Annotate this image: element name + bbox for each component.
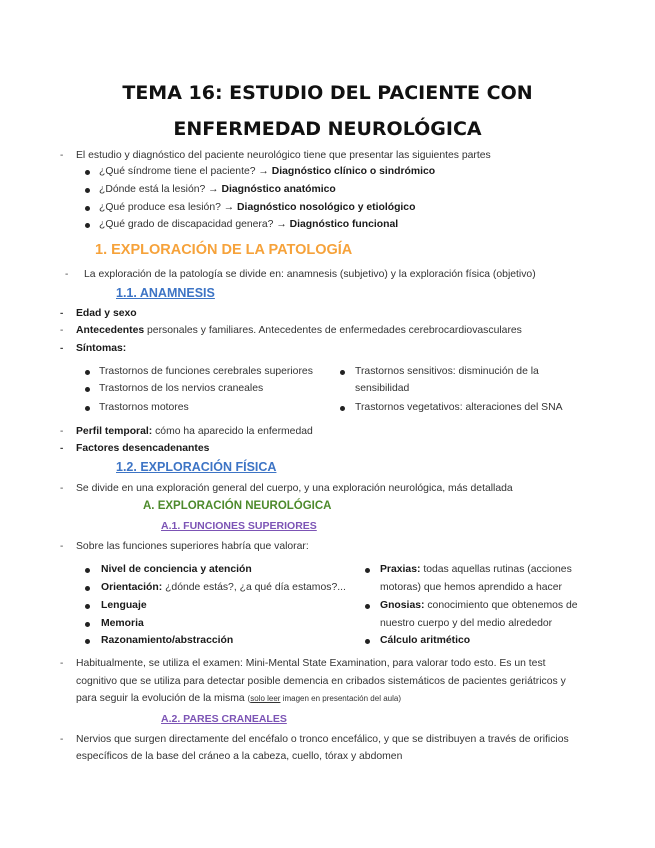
gnosias: Gnosias: conocimiento que obtenemos de xyxy=(380,600,578,611)
antecedentes: Antecedentes personales y familiares. Antecedentes de enfermedades cerebrocardiovasculares xyxy=(76,325,522,336)
bullet-icon xyxy=(85,170,90,175)
dash-bullet: - xyxy=(60,734,64,745)
dash-bullet: - xyxy=(60,658,64,669)
dash-bullet: - xyxy=(65,269,69,280)
bullet-icon xyxy=(85,406,90,411)
bullet-icon xyxy=(85,223,90,228)
section-1-text: La exploración de la patología se divide en: anamnesis (subjetivo) y la exploración física (objetivo) xyxy=(84,269,536,280)
a1-text: Sobre las funciones superiores habría que valorar: xyxy=(76,541,309,552)
a2-line-1: Nervios que surgen directamente del encéfalo o tronco encefálico, y que se distribuyen a través de orificios xyxy=(76,734,569,745)
intro-item-3: ¿Qué produce esa lesión? → Diagnóstico nosológico y etiológico xyxy=(99,202,416,213)
dash-bullet: - xyxy=(60,325,64,336)
mmse-line-1: Habitualmente, se utiliza el examen: Mini-Mental State Examination, para valorar todo esto. Es un test xyxy=(76,658,546,669)
bullet-icon xyxy=(340,406,345,411)
a1-heading: A.1. FUNCIONES SUPERIORES xyxy=(161,520,317,532)
fisica-text: Se divide en una exploración general del cuerpo, y una exploración neurológica, más detallada xyxy=(76,483,513,494)
dash-bullet: - xyxy=(60,150,64,161)
anamnesis-heading: 1.1. ANAMNESIS xyxy=(116,286,215,300)
dash-bullet: - xyxy=(60,483,64,494)
nivel-conciencia: Nivel de conciencia y atención xyxy=(101,564,252,575)
sintoma-right-2: Trastornos vegetativos: alteraciones del SNA xyxy=(355,402,563,413)
sintoma-left-2: Trastornos de los nervios craneales xyxy=(99,383,264,394)
a2-heading: A.2. PARES CRANEALES xyxy=(161,713,287,725)
sintoma-right-1b: sensibilidad xyxy=(355,383,410,394)
neuro-heading: A. EXPLORACIÓN NEUROLÓGICA xyxy=(143,500,332,512)
dash-bullet: - xyxy=(60,443,64,454)
intro-item-4: ¿Qué grado de discapacidad genera? → Diagnóstico funcional xyxy=(99,219,399,230)
lenguaje: Lenguaje xyxy=(101,600,147,611)
praxias: Praxias: todas aquellas rutinas (acciones xyxy=(380,564,572,575)
dash-bullet: - xyxy=(60,343,64,354)
intro-text: El estudio y diagnóstico del paciente neurológico tiene que presentar las siguientes partes xyxy=(76,150,491,161)
edad-sexo: Edad y sexo xyxy=(76,308,137,319)
bullet-icon xyxy=(85,622,90,627)
bullet-icon xyxy=(85,387,90,392)
section-1-heading: 1. EXPLORACIÓN DE LA PATOLOGÍA xyxy=(95,242,353,258)
a2-line-2: específicos de la base del cráneo a la cabeza, cuello, tórax y abdomen xyxy=(76,751,403,762)
perfil-temporal: Perfil temporal: cómo ha aparecido la enfermedad xyxy=(76,426,313,437)
bullet-icon xyxy=(85,568,90,573)
memoria: Memoria xyxy=(101,618,144,629)
calculo: Cálculo aritmético xyxy=(380,635,471,646)
gnosias-cont: nuestro cuerpo y del medio alrededor xyxy=(380,618,553,629)
factores: Factores desencadenantes xyxy=(76,443,210,454)
bullet-icon xyxy=(340,370,345,375)
fisica-heading: 1.2. EXPLORACIÓN FÍSICA xyxy=(116,460,277,474)
bullet-icon xyxy=(365,639,370,644)
intro-item-2: ¿Dónde está la lesión? → Diagnóstico anatómico xyxy=(99,184,336,195)
bullet-icon xyxy=(85,188,90,193)
intro-item-1: ¿Qué síndrome tiene el paciente? → Diagnóstico clínico o sindrómico xyxy=(99,166,436,177)
bullet-icon xyxy=(85,604,90,609)
sintoma-left-1: Trastornos de funciones cerebrales superiores xyxy=(99,366,313,377)
razonamiento: Razonamiento/abstracción xyxy=(101,635,234,646)
mmse-line-3: para seguir la evolución de la misma (solo leer imagen en presentación del aula) xyxy=(76,693,401,704)
page-title-line-1: TEMA 16: ESTUDIO DEL PACIENTE CON xyxy=(122,82,533,104)
bullet-icon xyxy=(365,568,370,573)
orientacion: Orientación: ¿dónde estás?, ¿a qué día estamos?... xyxy=(101,582,346,593)
bullet-icon xyxy=(85,370,90,375)
page-title-line-2: ENFERMEDAD NEUROLÓGICA xyxy=(173,118,482,140)
bullet-icon xyxy=(85,586,90,591)
bullet-icon xyxy=(85,206,90,211)
bullet-icon xyxy=(85,639,90,644)
sintoma-right-1a: Trastornos sensitivos: disminución de la xyxy=(355,366,539,377)
bullet-icon xyxy=(365,604,370,609)
dash-bullet: - xyxy=(60,308,64,319)
praxias-cont: motoras) que hemos aprendido a hacer xyxy=(380,582,562,593)
dash-bullet: - xyxy=(60,426,64,437)
dash-bullet: - xyxy=(60,541,64,552)
sintomas-label: Síntomas: xyxy=(76,343,127,354)
solo-leer-link[interactable]: solo leer xyxy=(250,694,281,703)
sintoma-left-3: Trastornos motores xyxy=(99,402,189,413)
mmse-line-2: cognitivo que se utiliza para detectar posible demencia en cribados sistemáticos de pacientes geriátricos y xyxy=(76,676,566,687)
